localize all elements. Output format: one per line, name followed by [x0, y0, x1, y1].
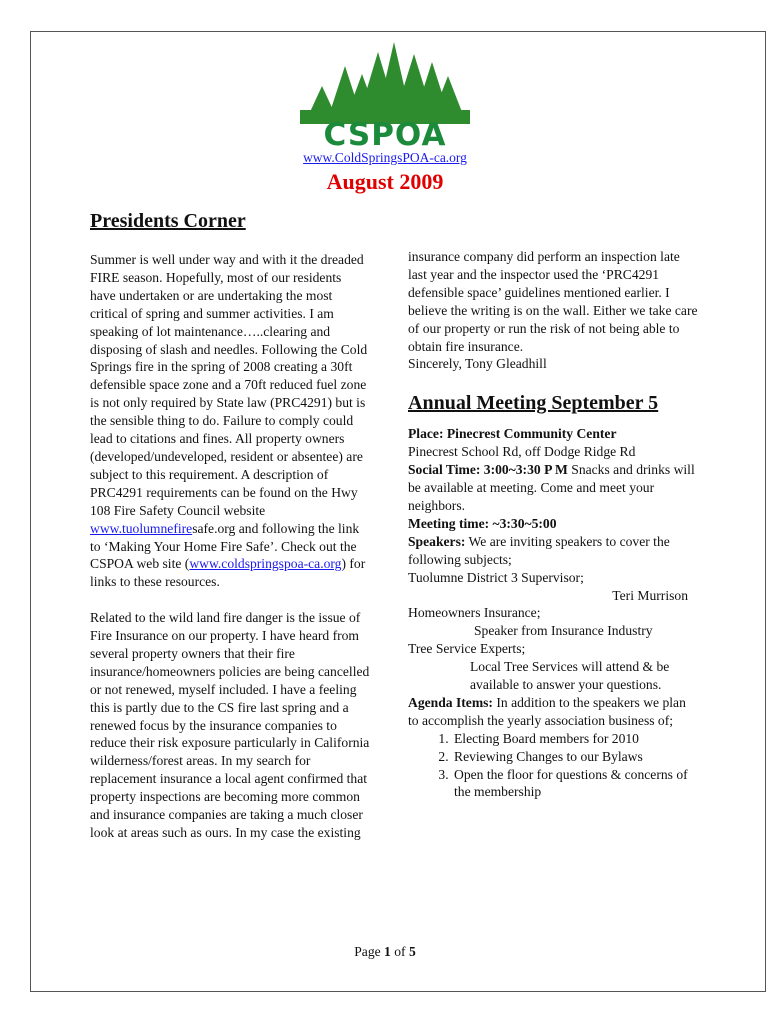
- page-total: 5: [408, 944, 416, 959]
- left-column: [90, 251, 370, 842]
- right-column: [408, 248, 698, 801]
- insurance-paragraph-continued: insurance company did perform an inspection late last year and the inspector used the ‘PRC4291 defensible space’ guidelines mentioned earlier. I believe the writing is on the wall. Either we take care of our property or run the risk of not being able to obtain fire insurance.: [408, 249, 698, 354]
- place-label: Place: Pinecrest Community Center: [408, 426, 617, 442]
- site-url-link[interactable]: www.ColdSpringsPOA-ca.org: [303, 150, 467, 165]
- speaker2-name: Speaker from Insurance Industry: [474, 623, 653, 639]
- agenda: Agenda Items: In addition to the speakers we plan to accomplish the yearly association business of;: [408, 694, 686, 728]
- presidents-corner-heading: Presidents Corner: [90, 210, 246, 232]
- place-address: Pinecrest School Rd, off Dodge Ridge Rd: [408, 444, 636, 460]
- speaker1-topic: Tuolumne District 3 Supervisor;: [408, 569, 584, 585]
- speaker2-topic: Homeowners Insurance;: [408, 605, 541, 621]
- fire-safe-link[interactable]: www.tuolumnefire: [90, 520, 193, 536]
- speaker1-name: Teri Murrison: [612, 587, 688, 603]
- annual-meeting-heading: Annual Meeting September 5: [408, 392, 659, 415]
- issue-date: August 2009: [326, 169, 444, 194]
- agenda-list: [408, 730, 698, 802]
- insurance-paragraph: Related to the wild land fire danger is the issue of Fire Insurance on our property. I have heard from several property owners that their fire insurance/homeowners policies are being cancelled or not renewed, myself included. I have a feeling this is partly due to the CS fire last spring and a renewed focus by the insurance companies to reduce their risk exposure particularly in California wilderness/forest areas. In my search for replacement insurance a local agent confirmed that property inspections are becoming more common and insurance companies are taking a much closer look at areas such as ours. In my case the existing: [90, 610, 370, 840]
- speakers: Speakers: We are inviting speakers to cover the following subjects;: [408, 533, 670, 567]
- page-current: 1: [384, 944, 391, 959]
- agenda-item: 2. Reviewing Changes to our Bylaws: [452, 748, 698, 766]
- cspoa-logo: [300, 40, 470, 152]
- speaker3-detail: Local Tree Services will attend & be available to answer your questions.: [470, 659, 670, 693]
- social-time: Social Time: 3:00~3:30 P M Snacks and drinks will be available at meeting. Come and meet your neighbors.: [408, 462, 695, 513]
- page-footer: Page 1 of 5: [354, 944, 416, 959]
- speaker3-topic: Tree Service Experts;: [408, 641, 526, 657]
- meeting-time: Meeting time: ~3:30~5:00: [408, 515, 557, 531]
- pine-trees-icon: [300, 40, 470, 126]
- agenda-item: 1. Electing Board members for 2010: [452, 730, 698, 748]
- agenda-item: 3. Open the floor for questions & concerns of the membership: [452, 766, 698, 802]
- cspoa-web-link[interactable]: www.coldspringspoa-ca.org: [189, 556, 342, 572]
- logo-text: CSPOA: [323, 117, 447, 153]
- signoff: Sincerely, Tony Gleadhill: [408, 356, 547, 372]
- fire-season-paragraph: Summer is well under way and with it the dreaded FIRE season. Hopefully, most of our residents have undertaken or are undertaking the most critical of spring and summer activities. I am speaking of lot maintenance…..clearing and disposing of slash and needles. Following the Cold Springs fire in the spring of 2008 creating a 30ft defensible space zone and a 70ft reduced fuel zone is not only required by State law (PRC4291) but is the sensible thing to do. Failure to comply could lead to citations and fines. All property owners (developed/undeveloped, resident or absentee) are subject to this requirement. A description of PRC4291 requirements can be found on the Hwy 108 Fire Safety Council website www.tuolumnefiresafe.org and following the link to ‘Making Your Home Fire Safe’. Check out the CSPOA web site (www.coldspringspoa-ca.org) for links to these resources.: [90, 252, 368, 590]
